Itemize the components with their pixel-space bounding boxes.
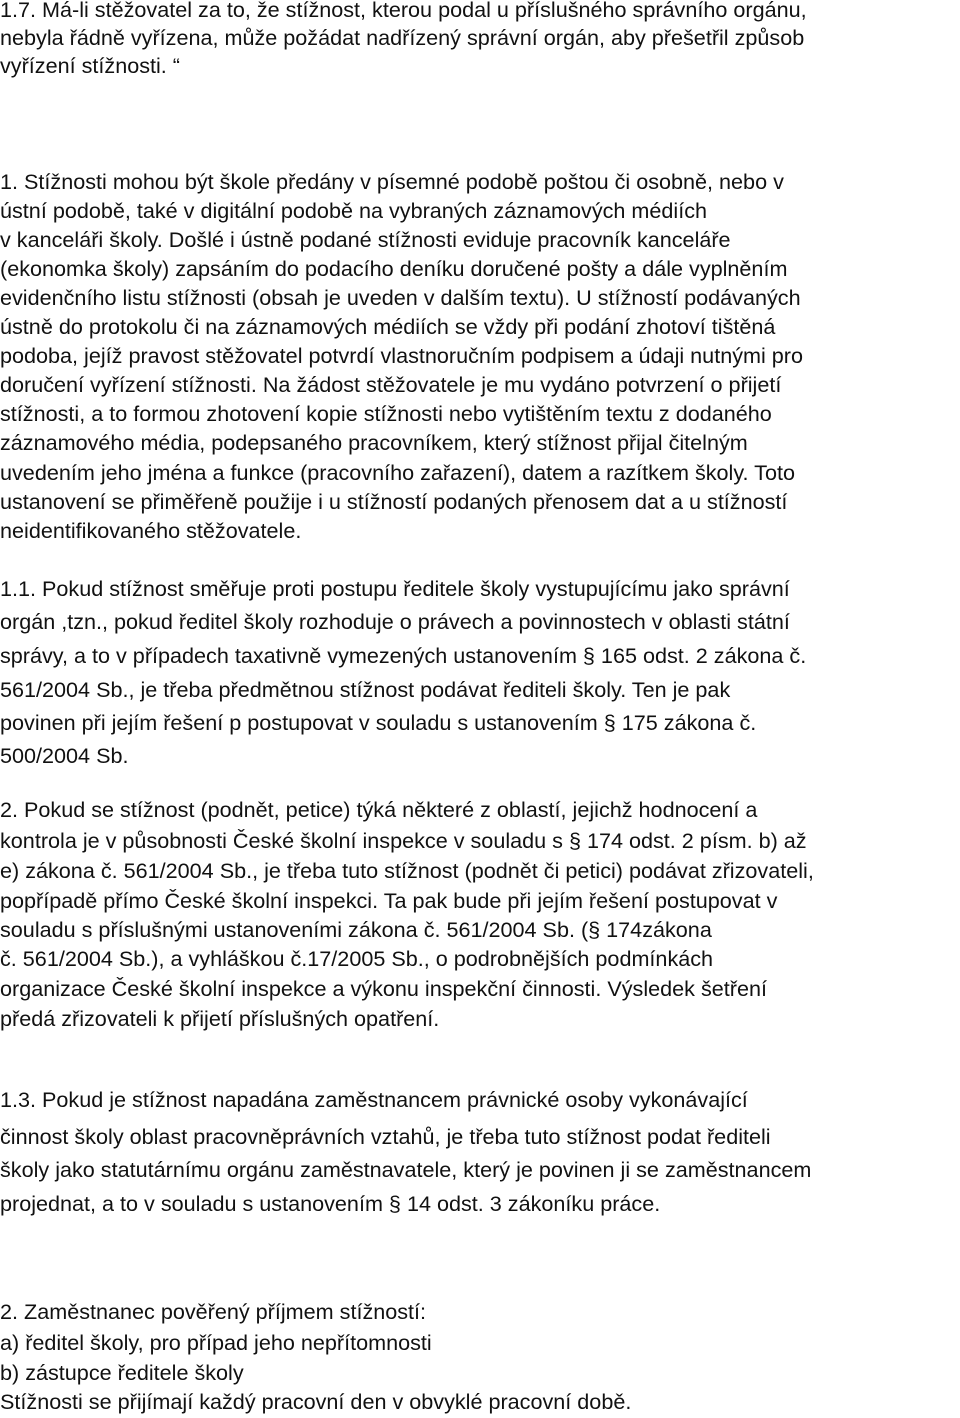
text-line: povinen při jejím řešení p postupovat v souladu s ustanovením § 175 zákona č.: [0, 710, 757, 735]
text-line: projednat, a to v souladu s ustanovením § 14 odst. 3 zákoníku práce.: [0, 1191, 661, 1216]
text-line: orgán ,tzn., pokud ředitel školy rozhoduje o právech a povinnostech v oblasti státní: [0, 609, 790, 634]
text-line: 1.3. Pokud je stížnost napadána zaměstnancem právnické osoby vykonávající: [0, 1087, 748, 1112]
text-line: záznamového média, podepsaného pracovníkem, který stížnost přijal čitelným: [0, 430, 748, 455]
text-line: popřípadě přímo České školní inspekci. Ta pak bude při jejím řešení postupovat v: [0, 888, 778, 913]
text-line: vyřízení stížnosti. “: [0, 53, 180, 78]
text-line: předá zřizovateli k přijetí příslušných opatření.: [0, 1006, 440, 1031]
text-line: souladu s příslušnými ustanoveními zákona č. 561/2004 Sb. (§ 174zákona: [0, 917, 712, 942]
text-line: v kanceláři školy. Došlé i ústně podané stížnosti eviduje pracovník kanceláře: [0, 227, 731, 252]
text-line: stížnosti, a to formou zhotovení kopie stížnosti nebo vytištěním textu z dodaného: [0, 401, 772, 426]
text-line: 561/2004 Sb., je třeba předmětnou stížnost podávat řediteli školy. Ten je pak: [0, 677, 731, 702]
text-line: kontrola je v působnosti České školní inspekce v souladu s § 174 odst. 2 písm. b) až: [0, 828, 807, 853]
text-line: evidenčního listu stížnosti (obsah je uveden v dalším textu). U stížností podávaných: [0, 285, 801, 310]
text-line: b) zástupce ředitele školy: [0, 1360, 244, 1385]
text-line: neidentifikovaného stěžovatele.: [0, 518, 302, 543]
text-line: školy jako statutárnímu orgánu zaměstnavatele, který je povinen ji se zaměstnancem: [0, 1157, 812, 1182]
text-line: organizace České školní inspekce a výkonu inspekční činnosti. Výsledek šetření: [0, 976, 767, 1001]
text-line: činnost školy oblast pracovněprávních vztahů, je třeba tuto stížnost podat řediteli: [0, 1124, 771, 1149]
text-line: ústní podobě, také v digitální podobě na vybraných záznamových médiích: [0, 198, 708, 223]
text-line: uvedením jeho jména a funkce (pracovního zařazení), datem a razítkem školy. Toto: [0, 460, 795, 485]
text-line: 1.1. Pokud stížnost směřuje proti postupu ředitele školy vystupujícímu jako správní: [0, 576, 790, 601]
text-line: Stížnosti se přijímají každý pracovní den v obvyklé pracovní době.: [0, 1389, 632, 1414]
text-line: 2. Zaměstnanec pověřený příjmem stížností:: [0, 1299, 427, 1324]
text-line: č. 561/2004 Sb.), a vyhláškou č.17/2005 Sb., o podrobnějších podmínkách: [0, 946, 714, 971]
text-line: 500/2004 Sb.: [0, 743, 129, 768]
text-line: e) zákona č. 561/2004 Sb., je třeba tuto stížnost (podnět či petici) podávat zřizovateli,: [0, 858, 814, 883]
text-line: ustanovení se přiměřeně použije i u stížností podaných přenosem dat a u stížností: [0, 489, 788, 514]
text-line: podoba, jejíž pravost stěžovatel potvrdí vlastnoručním podpisem a údaji nutnými pro: [0, 343, 803, 368]
text-line: správy, a to v případech taxativně vymezených ustanovením § 165 odst. 2 zákona č.: [0, 643, 807, 668]
text-line: doručení vyřízení stížnosti. Na žádost stěžovatele je mu vydáno potvrzení o přijetí: [0, 372, 782, 397]
text-line: (ekonomka školy) zapsáním do podacího deníku doručené pošty a dále vyplněním: [0, 256, 788, 281]
text-line: a) ředitel školy, pro případ jeho nepřítomnosti: [0, 1330, 432, 1355]
text-line: 1. Stížnosti mohou být škole předány v písemné podobě poštou či osobně, nebo v: [0, 169, 784, 194]
text-line: 2. Pokud se stížnost (podnět, petice) týká některé z oblastí, jejichž hodnocení a: [0, 797, 758, 822]
text-line: nebyla řádně vyřízena, může požádat nadřízený správní orgán, aby přešetřil způsob: [0, 25, 805, 50]
text-line: ústně do protokolu či na záznamových médiích se vždy při podání zhotoví tištěná: [0, 314, 776, 339]
text-line: 1.7. Má-li stěžovatel za to, že stížnost, kterou podal u příslušného správního orgánu,: [0, 0, 807, 22]
